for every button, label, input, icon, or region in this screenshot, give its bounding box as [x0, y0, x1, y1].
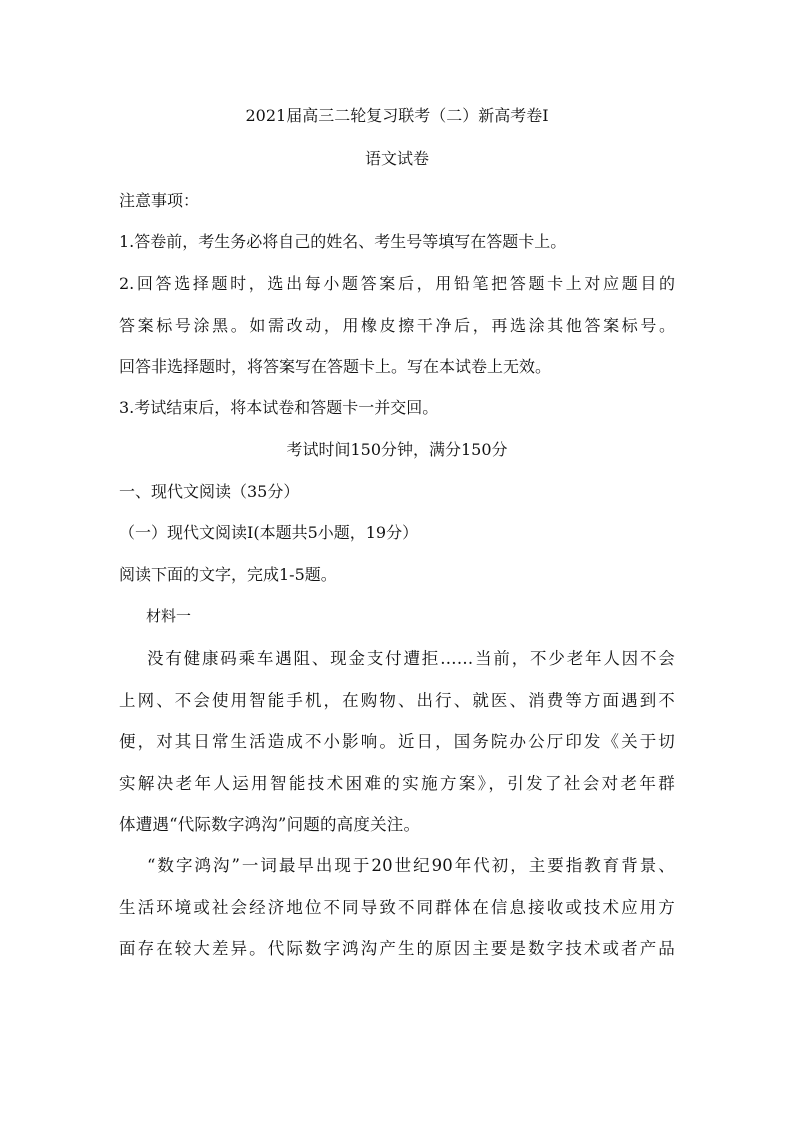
notice-item-2-line-2: 答案标号涂黑。如需改动，用橡皮擦干净后，再选涂其他答案标号。: [119, 315, 675, 335]
notice-item-2-line-3: 回答非选择题时，将答案写在答题卡上。写在本试卷上无效。: [119, 357, 552, 376]
material-paragraph-2: [119, 845, 675, 970]
notice-item-2: [119, 263, 675, 388]
paragraph-line: “数字鸿沟”一词最早出现于20世纪90年代初，主要指教育背景、: [147, 856, 675, 875]
notice-heading: 注意事项：: [119, 191, 200, 210]
paragraph-line: 没有健康码乘车遇阻、现金支付遭拒……当前，不少老年人因不会: [147, 649, 675, 668]
exam-title: 2021届高三二轮复习联考（二）新高考卷Ⅰ: [245, 106, 549, 125]
section-heading: 一、现代文阅读（35分）: [119, 482, 300, 501]
notice-item-3: 3.考试结束后，将本试卷和答题卡一并交回。: [119, 398, 439, 417]
material-label: 材料一: [146, 607, 192, 625]
notice-item-1: 1.答卷前，考生务必将自己的姓名、考生号等填写在答题卡上。: [119, 232, 567, 251]
material-paragraph-1: [119, 638, 675, 846]
paragraph-line: 生活环境或社会经济地位不同导致不同群体在信息接收或技术应用方: [119, 897, 675, 917]
paragraph-line: 体遭遇“代际数字鸿沟”问题的高度关注。: [119, 815, 421, 834]
paragraph-line: 面存在较大差异。代际数字鸿沟产生的原因主要是数字技术或者产品: [119, 939, 675, 958]
paragraph-line: 实解决老年人运用智能技术困难的实施方案》，引发了社会对老年群: [119, 773, 675, 793]
paragraph-line: 上网、不会使用智能手机，在购物、出行、就医、消费等方面遇到不: [119, 690, 675, 710]
subsection-heading: （一）现代文阅读Ⅰ(本题共5小题，19分）: [119, 523, 419, 542]
paragraph-line: 便，对其日常生活造成不小影响。近日，国务院办公厅印发《关于切: [119, 732, 675, 751]
reading-instruction: 阅读下面的文字，完成1-5题。: [119, 565, 337, 584]
exam-subtitle: 语文试卷: [364, 149, 429, 168]
notice-item-2-line-1: 2.回答选择题时，选出每小题答案后，用铅笔把答题卡上对应题目的: [119, 274, 675, 293]
exam-info: 考试时间150分钟，满分150分: [286, 440, 508, 459]
